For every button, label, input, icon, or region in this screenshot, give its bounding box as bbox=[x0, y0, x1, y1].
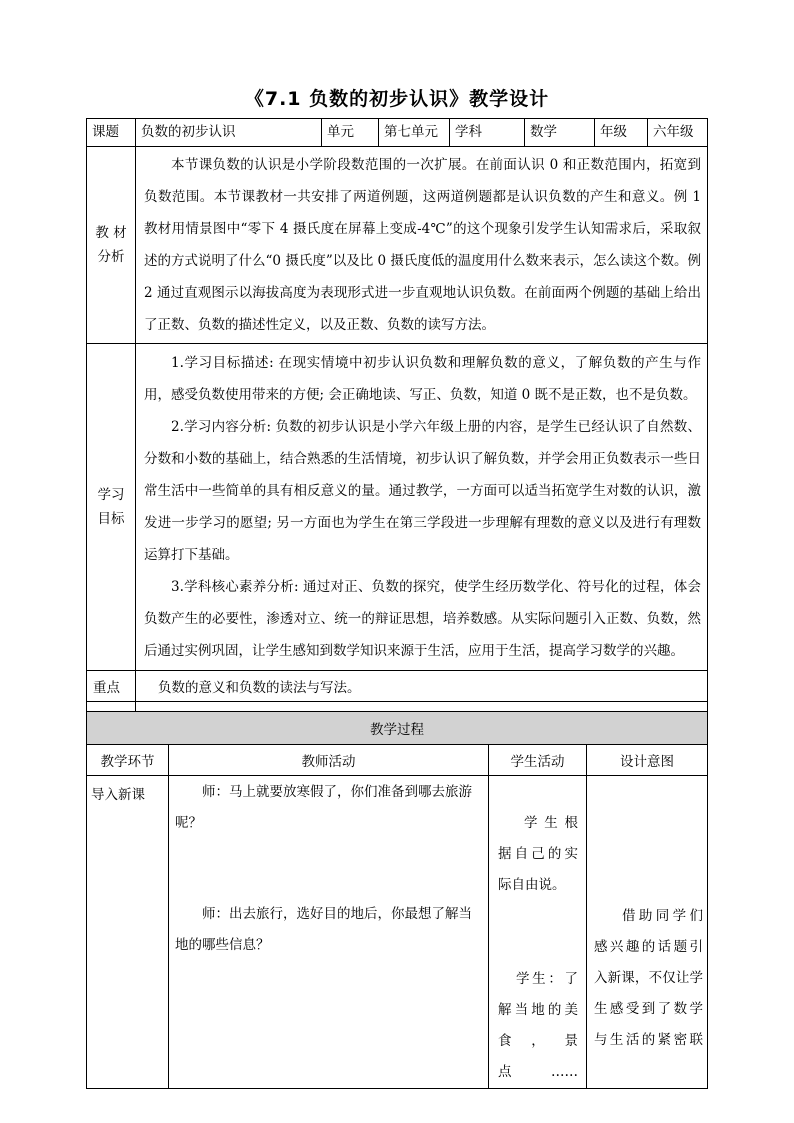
lesson-info-table bbox=[86, 118, 708, 733]
teacher-question-2: 师：出去旅行，选好目的地后，你最想了解当 bbox=[202, 906, 472, 922]
objective-literacy-text: 3.学科核心素养分析: 通过对正、负数的探究，使学生经历数学化、符号化的过程，体会负数产生的必要性，渗透对立、统一的辩证思想，培养数感。从实际问题引入正数、负数，然后通过实例巩固，让学生感知到数学知识来源于生活，应用于生活，提高学习数学的兴趣。 bbox=[144, 579, 701, 659]
student-answer-1c: 际自由说。 bbox=[498, 877, 566, 893]
objectives-row bbox=[87, 344, 708, 671]
design-line-1: 借助同学们 bbox=[622, 908, 703, 924]
material-label-line2: 分析 bbox=[97, 249, 125, 265]
grade-label: 年级 bbox=[595, 119, 648, 147]
intro-row bbox=[87, 776, 708, 1089]
key-point-row bbox=[87, 671, 708, 702]
student-answer-2b: 解当地的美 bbox=[498, 1002, 578, 1018]
objectives-label bbox=[87, 344, 136, 671]
process-title: 教学过程 bbox=[87, 712, 708, 745]
stage-cell: 导入新课 bbox=[87, 776, 169, 1089]
subject-label: 学科 bbox=[450, 119, 525, 147]
header-row bbox=[87, 119, 708, 147]
col-student: 学生活动 bbox=[489, 745, 587, 776]
process-title-row bbox=[87, 712, 708, 745]
student-answer-1a: 学 生 根 bbox=[524, 815, 578, 831]
student-answer-2a: 学生：了 bbox=[516, 971, 578, 987]
material-text: 本节课负数的认识是小学阶段数范围的一次扩展。在前面认识 0 和正数范围内，拓宽到负数范围。本节课教材一共安排了两道例题，这两道例题都是认识负数的产生和意义。例 1 教材用情景图中“零下 4 摄氏度在屏幕上变成-4℃”的这个现象引发学生认知需求后，采取叙述的方式说明了什么“0 摄氏度”以及比 0 摄氏度低的温度用什么数来表示，怎么读这个数。例 2 通过直观图示以海拔高度为表现形式进一步直观地认识负数。在前面两个例题的基础上给出了正数、负数的描述性定义，以及正数、负数的读写方法。 bbox=[144, 157, 701, 333]
material-cell bbox=[136, 147, 708, 344]
col-design: 设计意图 bbox=[587, 745, 708, 776]
teacher-question-1: 师：马上就要放寒假了，你们准备到哪去旅游 bbox=[202, 784, 472, 800]
student-answer-2c: 食，景点…… bbox=[498, 1033, 578, 1080]
design-line-3: 入新课，不仅让学 bbox=[594, 970, 703, 986]
objective-content-text: 2.学习内容分析: 负数的初步认识是小学六年级上册的内容，是学生已经认识了自然数、分数和小数的基础上，结合熟悉的生活情境，初步认识了解负数，并学会用正负数表示一些日常生活中一些简单的具有相反意义的量。通过教学，一方面可以适当拓宽学生对数的认识，激发进一步学习的愿望; 另一方面也为学生在第三学段进一步理解有理数的意义以及进行有理数运算打下基础。 bbox=[144, 419, 701, 563]
design-cell bbox=[587, 776, 708, 1089]
course-value: 负数的初步认识 bbox=[136, 119, 322, 147]
key-point-text: 负数的意义和负数的读法与写法。 bbox=[136, 671, 708, 702]
student-cell bbox=[489, 776, 587, 1089]
unit-value: 第七单元 bbox=[379, 119, 450, 147]
teacher-cell bbox=[169, 776, 489, 1089]
design-line-5: 与生活的紧密联 bbox=[594, 1032, 703, 1048]
document-title: 《7.1 负数的初步认识》教学设计 bbox=[244, 88, 550, 110]
col-stage: 教学环节 bbox=[87, 745, 169, 776]
student-answer-1b: 据自己的实 bbox=[498, 846, 578, 862]
key-point-label: 重点 bbox=[87, 671, 136, 702]
material-row bbox=[87, 147, 708, 344]
teacher-question-2-cont: 地的哪些信息？ bbox=[175, 937, 270, 953]
material-label bbox=[87, 147, 136, 344]
subject-value: 数学 bbox=[525, 119, 595, 147]
objectives-label-line1: 学习 bbox=[97, 487, 125, 503]
objectives-cell bbox=[136, 344, 708, 671]
grade-value: 六年级 bbox=[648, 119, 708, 147]
objective-goal-text: 1.学习目标描述: 在现实情境中初步认识负数和理解负数的意义，了解负数的产生与作用，感受负数使用带来的方便; 会正确地读、写正、负数，知道 0 既不是正数，也不是负数。 bbox=[144, 355, 701, 403]
design-line-4: 生感受到了数学 bbox=[594, 1001, 703, 1017]
material-label-line1: 教 材 bbox=[95, 225, 127, 241]
unit-label: 单元 bbox=[322, 119, 379, 147]
course-label: 课题 bbox=[87, 119, 136, 147]
teacher-question-1-cont: 呢？ bbox=[175, 815, 202, 831]
teaching-process-table bbox=[86, 711, 708, 1089]
objectives-label-line2: 目标 bbox=[97, 511, 125, 527]
process-header-row bbox=[87, 745, 708, 776]
col-teacher: 教师活动 bbox=[169, 745, 489, 776]
design-line-2: 感兴趣的话题引 bbox=[594, 939, 703, 955]
